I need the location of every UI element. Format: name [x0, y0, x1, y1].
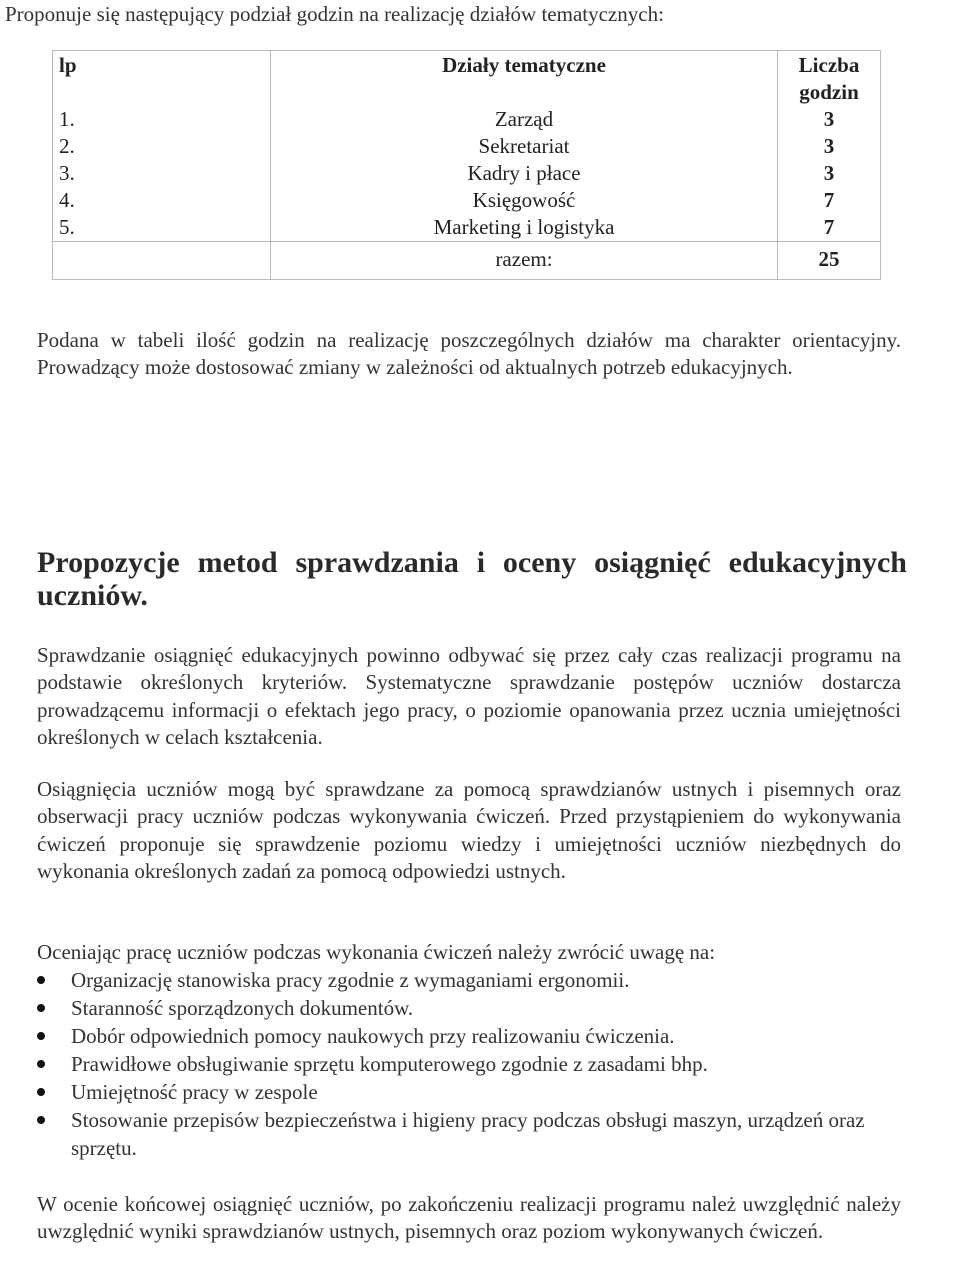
paragraph-3-text: Oceniając pracę uczniów podczas wykonania ćwiczeń należy zwrócić uwagę na: [37, 940, 716, 964]
table-row [53, 160, 881, 187]
paragraph-1-text: Sprawdzanie osiągnięć edukacyjnych powinno odbywać się przez cały czas realizacji programu na podstawie określonych kryteriów. Systematyczne sprawdzanie postępów uczniów dostarcza prowadzącemu informacji o efektach jego pracy, o poziomie opanowania przez ucznia umiejętności określonych w celach kształcenia. [37, 643, 901, 749]
table-total-row [53, 242, 881, 280]
list-item [37, 995, 901, 1022]
row-lp: 5. [53, 214, 271, 242]
intro-text: Proponuje się następujący podział godzin na realizację działów tematycznych: [5, 2, 664, 26]
section-heading: Propozycje metod sprawdzania i oceny osiągnięć edukacyjnych uczniów. [37, 546, 907, 612]
total-lp-empty [53, 242, 271, 280]
paragraph-4-text: W ocenie końcowej osiągnięć uczniów, po zakończeniu realizacji programu należ uwzględnić należy uwzględnić wyniki sprawdzianów ustnych, pisemnych oraz poziom wykonywanych ćwiczeń. [37, 1192, 901, 1244]
paragraph-1 [37, 642, 901, 751]
criteria-list [37, 967, 901, 1163]
table-header-row [53, 51, 881, 107]
paragraph-3 [37, 939, 901, 966]
list-item-text: Dobór odpowiednich pomocy naukowych przy realizowaniu ćwiczenia. [71, 1024, 675, 1049]
row-hours: 3 [778, 133, 881, 160]
bullet-icon [37, 1088, 45, 1096]
header-hours [778, 51, 881, 107]
row-hours: 3 [778, 106, 881, 133]
list-item-text: Organizację stanowiska pracy zgodnie z wymaganiami ergonomii. [71, 968, 630, 992]
list-item-text: Staranność sporządzonych dokumentów. [71, 996, 414, 1021]
bullet-icon [37, 1060, 45, 1068]
paragraph-2-text: Osiągnięcia uczniów mogą być sprawdzane za pomocą sprawdzianów ustnych i pisemnych oraz obserwacji pracy uczniów podczas wykonywania ćwiczeń. Przed przystąpieniem do wykonywania ćwiczeń proponuje się sprawdzenie poziomu wiedzy i umiejętności uczniów niezbędnych do wykonania określonych zadań za pomocą odpowiedzi ustnych. [37, 777, 901, 883]
row-hours: 7 [778, 187, 881, 214]
list-item [37, 967, 901, 994]
table-note-text: Podana w tabeli ilość godzin na realizację poszczególnych działów ma charakter orientacyjny. Prowadzący może dostosować zmiany w zależności od aktualnych potrzeb edukacyjnych. [37, 328, 901, 380]
row-topic: Marketing i logistyka [271, 214, 778, 242]
row-topic: Księgowość [271, 187, 778, 214]
table-row [53, 133, 881, 160]
bullet-icon [37, 976, 45, 984]
list-item-text: Stosowanie przepisów bezpieczeństwa i higieny pracy podczas obsługi maszyn, urządzeń oraz sprzętu. [71, 1108, 865, 1160]
row-topic: Sekretariat [271, 133, 778, 160]
list-item [37, 1079, 901, 1106]
bullet-icon [37, 1116, 45, 1124]
list-item [37, 1107, 901, 1162]
table-row [53, 106, 881, 133]
list-item-text: Umiejętność pracy w zespole [71, 1080, 318, 1105]
paragraph-4 [37, 1191, 901, 1246]
row-topic: Zarząd [271, 106, 778, 133]
table-note [37, 327, 901, 382]
row-hours: 7 [778, 214, 881, 242]
table-row [53, 187, 881, 214]
total-label: razem: [271, 242, 778, 280]
bullet-icon [37, 1032, 45, 1040]
list-item [37, 1051, 901, 1078]
bullet-icon [37, 1004, 45, 1012]
list-item [37, 1023, 901, 1050]
list-item-text: Prawidłowe obsługiwanie sprzętu komputerowego zgodnie z zasadami bhp. [71, 1052, 708, 1077]
header-topics: Działy tematyczne [271, 51, 778, 107]
total-hours: 25 [778, 242, 881, 280]
row-lp: 4. [53, 187, 271, 214]
row-lp: 2. [53, 133, 271, 160]
row-topic: Kadry i płace [271, 160, 778, 187]
hours-table [52, 50, 881, 280]
row-lp: 3. [53, 160, 271, 187]
header-hours-line1: Liczba [798, 53, 860, 77]
paragraph-2 [37, 776, 901, 885]
header-hours-line2: godzin [799, 80, 859, 104]
table-row [53, 214, 881, 242]
row-lp: 1. [53, 106, 271, 133]
header-lp: lp [53, 51, 271, 107]
row-hours: 3 [778, 160, 881, 187]
